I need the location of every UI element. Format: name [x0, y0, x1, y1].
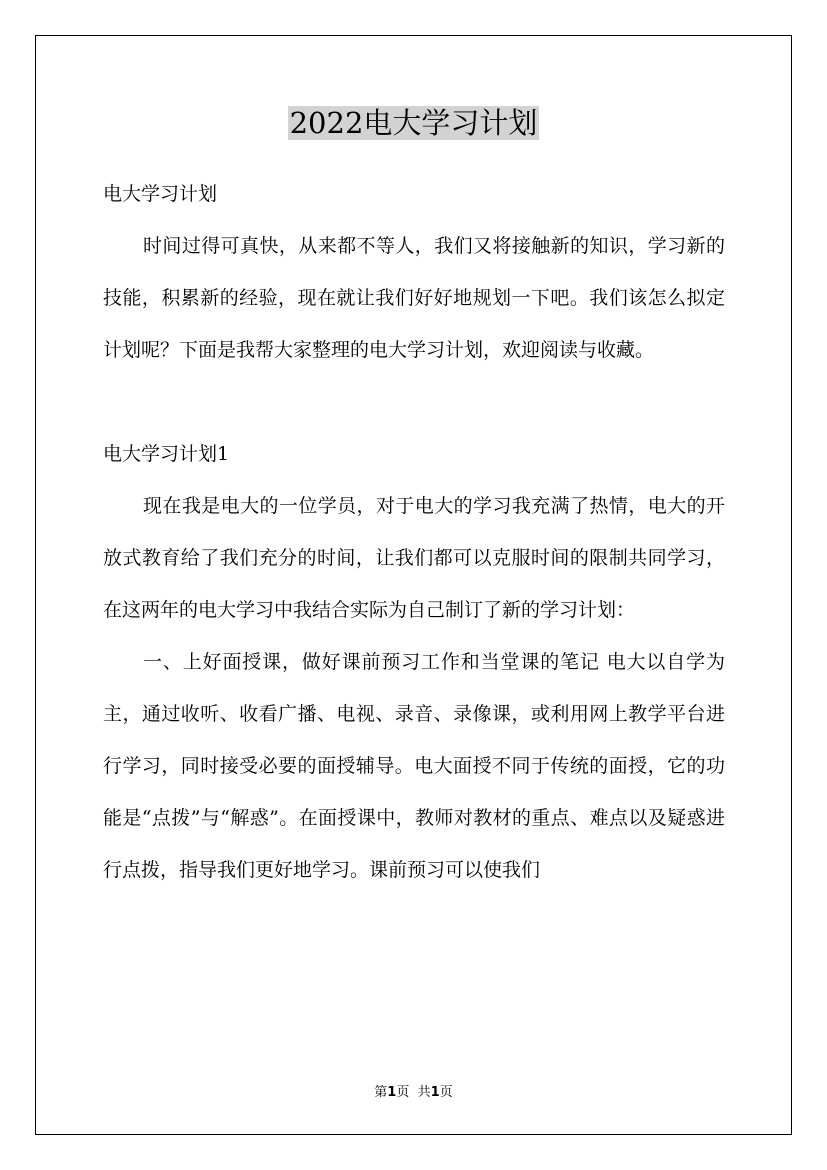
- footer-page-current: 1: [387, 1085, 397, 1100]
- footer-page-total: 1: [430, 1085, 440, 1100]
- intro-paragraph: 时间过得可真快，从来都不等人，我们又将接触新的知识，学习新的技能，积累新的经验，现在就让我们好好地规划一下吧。我们该怎么拟定计划呢？下面是我帮大家整理的电大学习计划，欢迎阅读与收藏。: [103, 235, 725, 361]
- document-body: [103, 168, 725, 896]
- section-heading-plan1: 电大学习计划1: [103, 443, 230, 465]
- footer-total-prefix: 共: [417, 1085, 431, 1100]
- footer-page-prefix: 第: [374, 1085, 388, 1100]
- page-footer: [0, 1085, 827, 1101]
- plan1-paragraph-2: 一、上好面授课，做好课前预习工作和当堂课的笔记 电大以自学为主，通过收听、收看广播、电视、录音、录像课，或利用网上教学平台进行学习，同时接受必要的面授辅导。电大面授不同于传统的面授，它的功能是“点拨”与“解惑”。在面授课中，教师对教材的重点、难点以及疑惑进行点拨，指导我们更好地学习。课前预习可以使我们: [103, 651, 725, 881]
- plan1-paragraph-1: 现在我是电大的一位学员，对于电大的学习我充满了热情，电大的开放式教育给了我们充分的时间，让我们都可以克服时间的限制共同学习，在这两年的电大学习中我结合实际为自己制订了新的学习计划：: [103, 495, 725, 621]
- footer-total-unit: 页: [439, 1085, 453, 1100]
- section-heading-intro: 电大学习计划: [103, 183, 218, 205]
- document-title-text: 2022电大学习计划: [289, 106, 538, 140]
- footer-page-unit: 页: [396, 1085, 410, 1100]
- document-title: [0, 104, 827, 142]
